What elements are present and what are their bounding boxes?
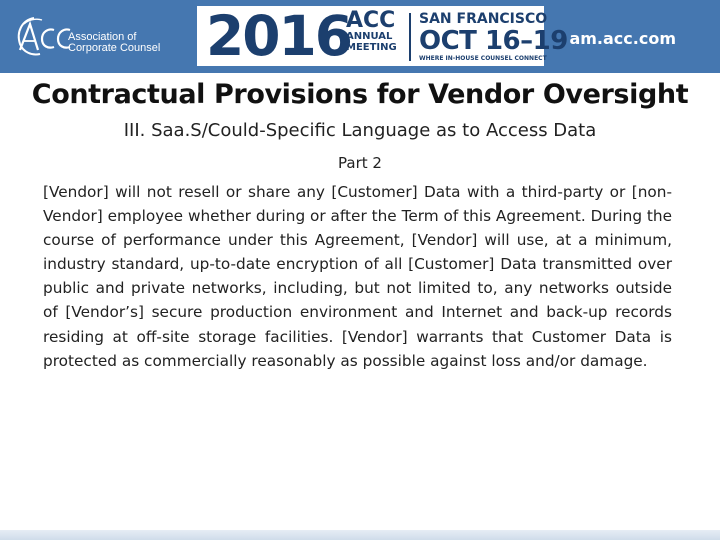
annual-meeting-badge bbox=[197, 4, 568, 68]
org-name-line2: Corporate Counsel bbox=[68, 42, 161, 54]
acc-logo bbox=[14, 14, 164, 58]
org-name-line1: Association of bbox=[68, 31, 137, 43]
event-meeting: MEETING bbox=[346, 42, 397, 53]
event-location bbox=[419, 11, 568, 63]
footer-bar bbox=[0, 530, 720, 540]
event-year: 2016 bbox=[206, 4, 352, 68]
event-annual: ANNUAL bbox=[346, 31, 393, 42]
event-acc: ACC bbox=[346, 8, 396, 33]
event-city: SAN FRANCISCO bbox=[419, 11, 548, 27]
badge-divider bbox=[409, 13, 411, 61]
slide-body-paragraph: [Vendor] will not resell or share any [Customer] Data with a third-party or [non-Vendor] employee whether during or after the Term of this Agreement. During the course of performance under this Agreement, [Vendor] will use, at a minimum, industry standard, up-to-date encryption of all [Customer] Data transmitted over public and private networks, including, but not limited to, any networks outside of [Vendor’s] secure production environment and Internet and back-up records residing at off-site storage facilities. [Vendor] warrants that Customer Data is protected as commercially reasonably as possible against loss and/or damage. bbox=[43, 183, 672, 370]
event-dates: OCT 16–19 bbox=[419, 26, 568, 56]
header-banner bbox=[0, 0, 720, 73]
slide-title: Contractual Provisions for Vendor Oversight bbox=[31, 79, 689, 110]
slide-subtitle: III. Saa.S/Could-Specific Language as to Access Data bbox=[123, 120, 597, 141]
slide-part-label: Part 2 bbox=[338, 154, 382, 172]
event-name bbox=[346, 8, 397, 53]
website-url: am.acc.com bbox=[569, 29, 676, 48]
acc-logo-icon bbox=[14, 14, 74, 58]
event-tagline: WHERE IN-HOUSE COUNSEL CONNECT bbox=[419, 55, 547, 62]
acc-logo-wordmark bbox=[68, 32, 160, 54]
